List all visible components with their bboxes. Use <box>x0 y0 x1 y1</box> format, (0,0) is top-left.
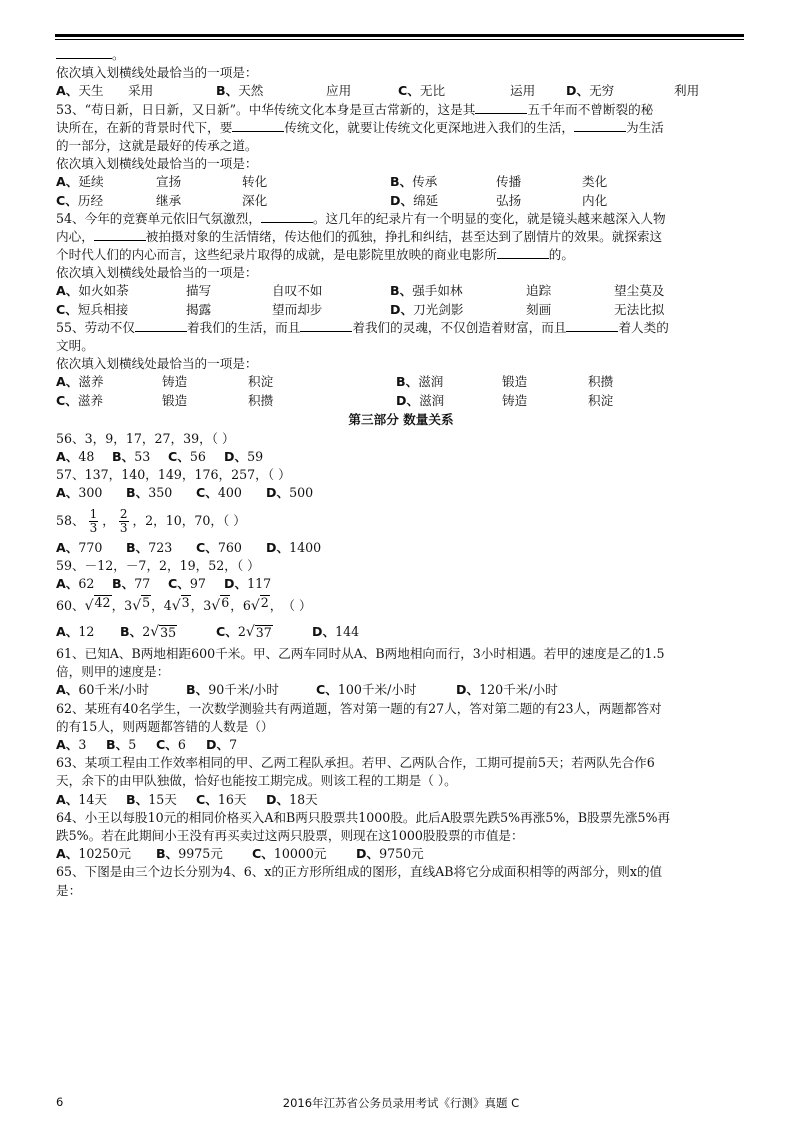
q59-stem: 59、－12，－7，2，19，52，（ ） <box>56 557 260 573</box>
q53-options-cd: C、历经 继承 深化 D、绵延 弘扬 内化 <box>56 192 608 208</box>
q65-stem-line2: 是： <box>56 882 82 898</box>
answer-blank <box>574 119 626 132</box>
answer-blank <box>300 319 352 332</box>
q52-prompt: 依次填入划横线处最恰当的一项是： <box>56 65 258 81</box>
q54-options-ab: A、如火如荼 描写 自叹不如 B、强手如林 追踪 望尘莫及 <box>56 283 665 299</box>
q62-stem-line2: 的有15人，则两题都答错的人数是（） <box>56 718 274 734</box>
square-root: √ 3 <box>171 595 190 615</box>
fraction: $\frac{2}{3}$ <box>119 506 128 535</box>
section-title: 第三部分 数量关系 <box>348 411 454 427</box>
q53-stem-line1: 53、“苟日新，日日新，又日新”。中华传统文化本身是亘古常新的，这是其 五千年而不曾断裂的秘 <box>56 101 654 117</box>
square-root: √ 5 <box>132 595 151 615</box>
q60-options: A、12 B、 2 √ 35 C、 2 √ 37 D、144 <box>56 623 360 640</box>
q54-options-cd: C、短兵相接 揭露 望而却步 D、刀光剑影 刻画 无法比拟 <box>56 301 665 317</box>
answer-blank <box>94 228 146 241</box>
q53-stem-line3: 的一部分，这就是最好的传承之道。 <box>56 137 258 153</box>
q54-stem-line1: 54、今年的竞赛单元依旧气氛激烈， 。这几年的纪录片有一个明显的变化，就是镜头越来越深入人物 <box>56 210 666 226</box>
q59-options: A、62 B、77 C、97 D、117 <box>56 575 272 591</box>
q58-options: A、770 B、723 C、760 D、1400 <box>56 539 322 555</box>
q57-stem: 57、137，140，149，176，257，（ ） <box>56 467 291 483</box>
q64-options: A、10250元 B、9975元 C、10000元 D、9750元 <box>56 846 424 862</box>
q64-stem-line1: 64、小王以每股10元的相同价格买入A和B两只股票共1000股。此后A股票先跌5%再涨5%，B股票先涨5%再 <box>56 809 671 825</box>
answer-blank <box>261 210 313 223</box>
q62-options: A、3 B、5 C、6 D、7 <box>56 737 238 752</box>
q57-options: A、300 B、350 C、400 D、500 <box>56 485 314 501</box>
square-root: √ 6 <box>211 595 230 615</box>
q56-stem: 56、3，9，17，27，39，（ ） <box>56 430 235 446</box>
square-root: √ 35 <box>150 623 177 640</box>
q56-options: A、48 B、53 C、56 D、59 <box>56 448 264 464</box>
answer-blank <box>566 319 618 332</box>
q55-stem-line1: 55、劳动不仅 着我们的生活，而且 着我们的灵魂，不仅创造着财富，而且 着人类的 <box>56 319 669 335</box>
fraction: $\frac{1}{3}$ <box>89 506 98 535</box>
q55-prompt: 依次填入划横线处最恰当的一项是： <box>56 356 258 372</box>
q65-stem-line1: 65、下图是由三个边长分别为4、6、x的正方形所组成的图形，直线AB将它分成面积相等的两部分，则x的值 <box>56 864 663 880</box>
q54-prompt: 依次填入划横线处最恰当的一项是： <box>56 265 258 281</box>
page-number: 6 <box>56 1095 64 1109</box>
q63-options: A、14天 B、15天 C、16天 D、18天 <box>56 791 318 807</box>
header-rule-thick <box>55 34 744 37</box>
q54-stem-line3: 个时代人们的内心而言，这些纪录片取得的成就，是电影院里放映的商业电影所 的。 <box>56 247 574 263</box>
answer-blank <box>232 119 284 132</box>
q61-stem-line1: 61、已知A、B两地相距600千米。甲、乙两车同时从A、B两地相向而行，3小时相遇。若甲的速度是乙的1.5 <box>56 646 665 662</box>
square-root: √ 42 <box>84 595 111 615</box>
q61-stem-line2: 倍，则甲的速度是： <box>56 664 170 680</box>
q63-stem-line1: 63、某项工程由工作效率相同的甲、乙两工程队承担。若甲、乙两队合作，工期可提前5天；若两队先合作6 <box>56 755 655 771</box>
q55-options-ab: A、滋养 铸造 积淀 B、滋润 锻造 积攒 <box>56 374 614 390</box>
q52-options: A、天生 采用 B、天然 应用 C、无比 运用 D、无穷 利用 <box>56 83 700 99</box>
answer-blank <box>475 101 527 114</box>
square-root: √ 37 <box>245 623 272 640</box>
q55-stem-line2: 文明。 <box>56 338 94 353</box>
q58-stem: 58、 $\frac{1}{3}$ ， $\frac{2}{3}$ ，2，10，70，（ ） <box>56 506 246 535</box>
q63-stem-line2: 天，余下的由甲队独做，恰好也能按工期完成。则该工程的工期是（ ）。 <box>56 773 457 789</box>
q64-stem-line2: 跌5%。若在此期间小王没有再买卖过这两只股票，则现在这1000股股票的市值是： <box>56 827 524 843</box>
q60-stem: 60、 √ 42 ， 3 √ 5 ， 4 √ 3 ， 3 √ 6 ， 6 √ 2 ， （ ） <box>56 593 746 619</box>
q53-options-ab: A、延续 宣扬 转化 B、传承 传播 类化 <box>56 174 608 190</box>
answer-blank <box>497 246 549 259</box>
continued-line: 。 <box>56 46 746 64</box>
answer-blank <box>135 319 187 332</box>
q54-stem-line2: 内心， 被拍摄对象的生活情绪，传达他们的孤独，挣扎和纠结，甚至达到了剧情片的效果。就探索这 <box>56 228 663 244</box>
footer-title: 2016年江苏省公务员录用考试《行测》真题 C <box>282 1096 520 1110</box>
page-content <box>56 46 746 900</box>
square-root: √ 2 <box>250 595 269 615</box>
q55-options-cd: C、滋养 锻造 积攒 D、滋润 铸造 积淀 <box>56 392 614 408</box>
q53-stem-line2: 诀所在，在新的背景时代下，要 传统文化，就要让传统文化更深地进入我们的生活， 为生活 <box>56 119 664 135</box>
header-rule-thin <box>55 39 744 40</box>
q53-prompt: 依次填入划横线处最恰当的一项是： <box>56 156 258 172</box>
q62-stem-line1: 62、某班有40名学生，一次数学测验共有两道题，答对第一题的有27人，答对第二题的有23人，两题都答对 <box>56 700 662 716</box>
answer-blank <box>56 46 112 59</box>
q61-options: A、60千米/小时 B、90千米/小时 C、100千米/小时 D、120千米/小时 <box>56 682 558 698</box>
